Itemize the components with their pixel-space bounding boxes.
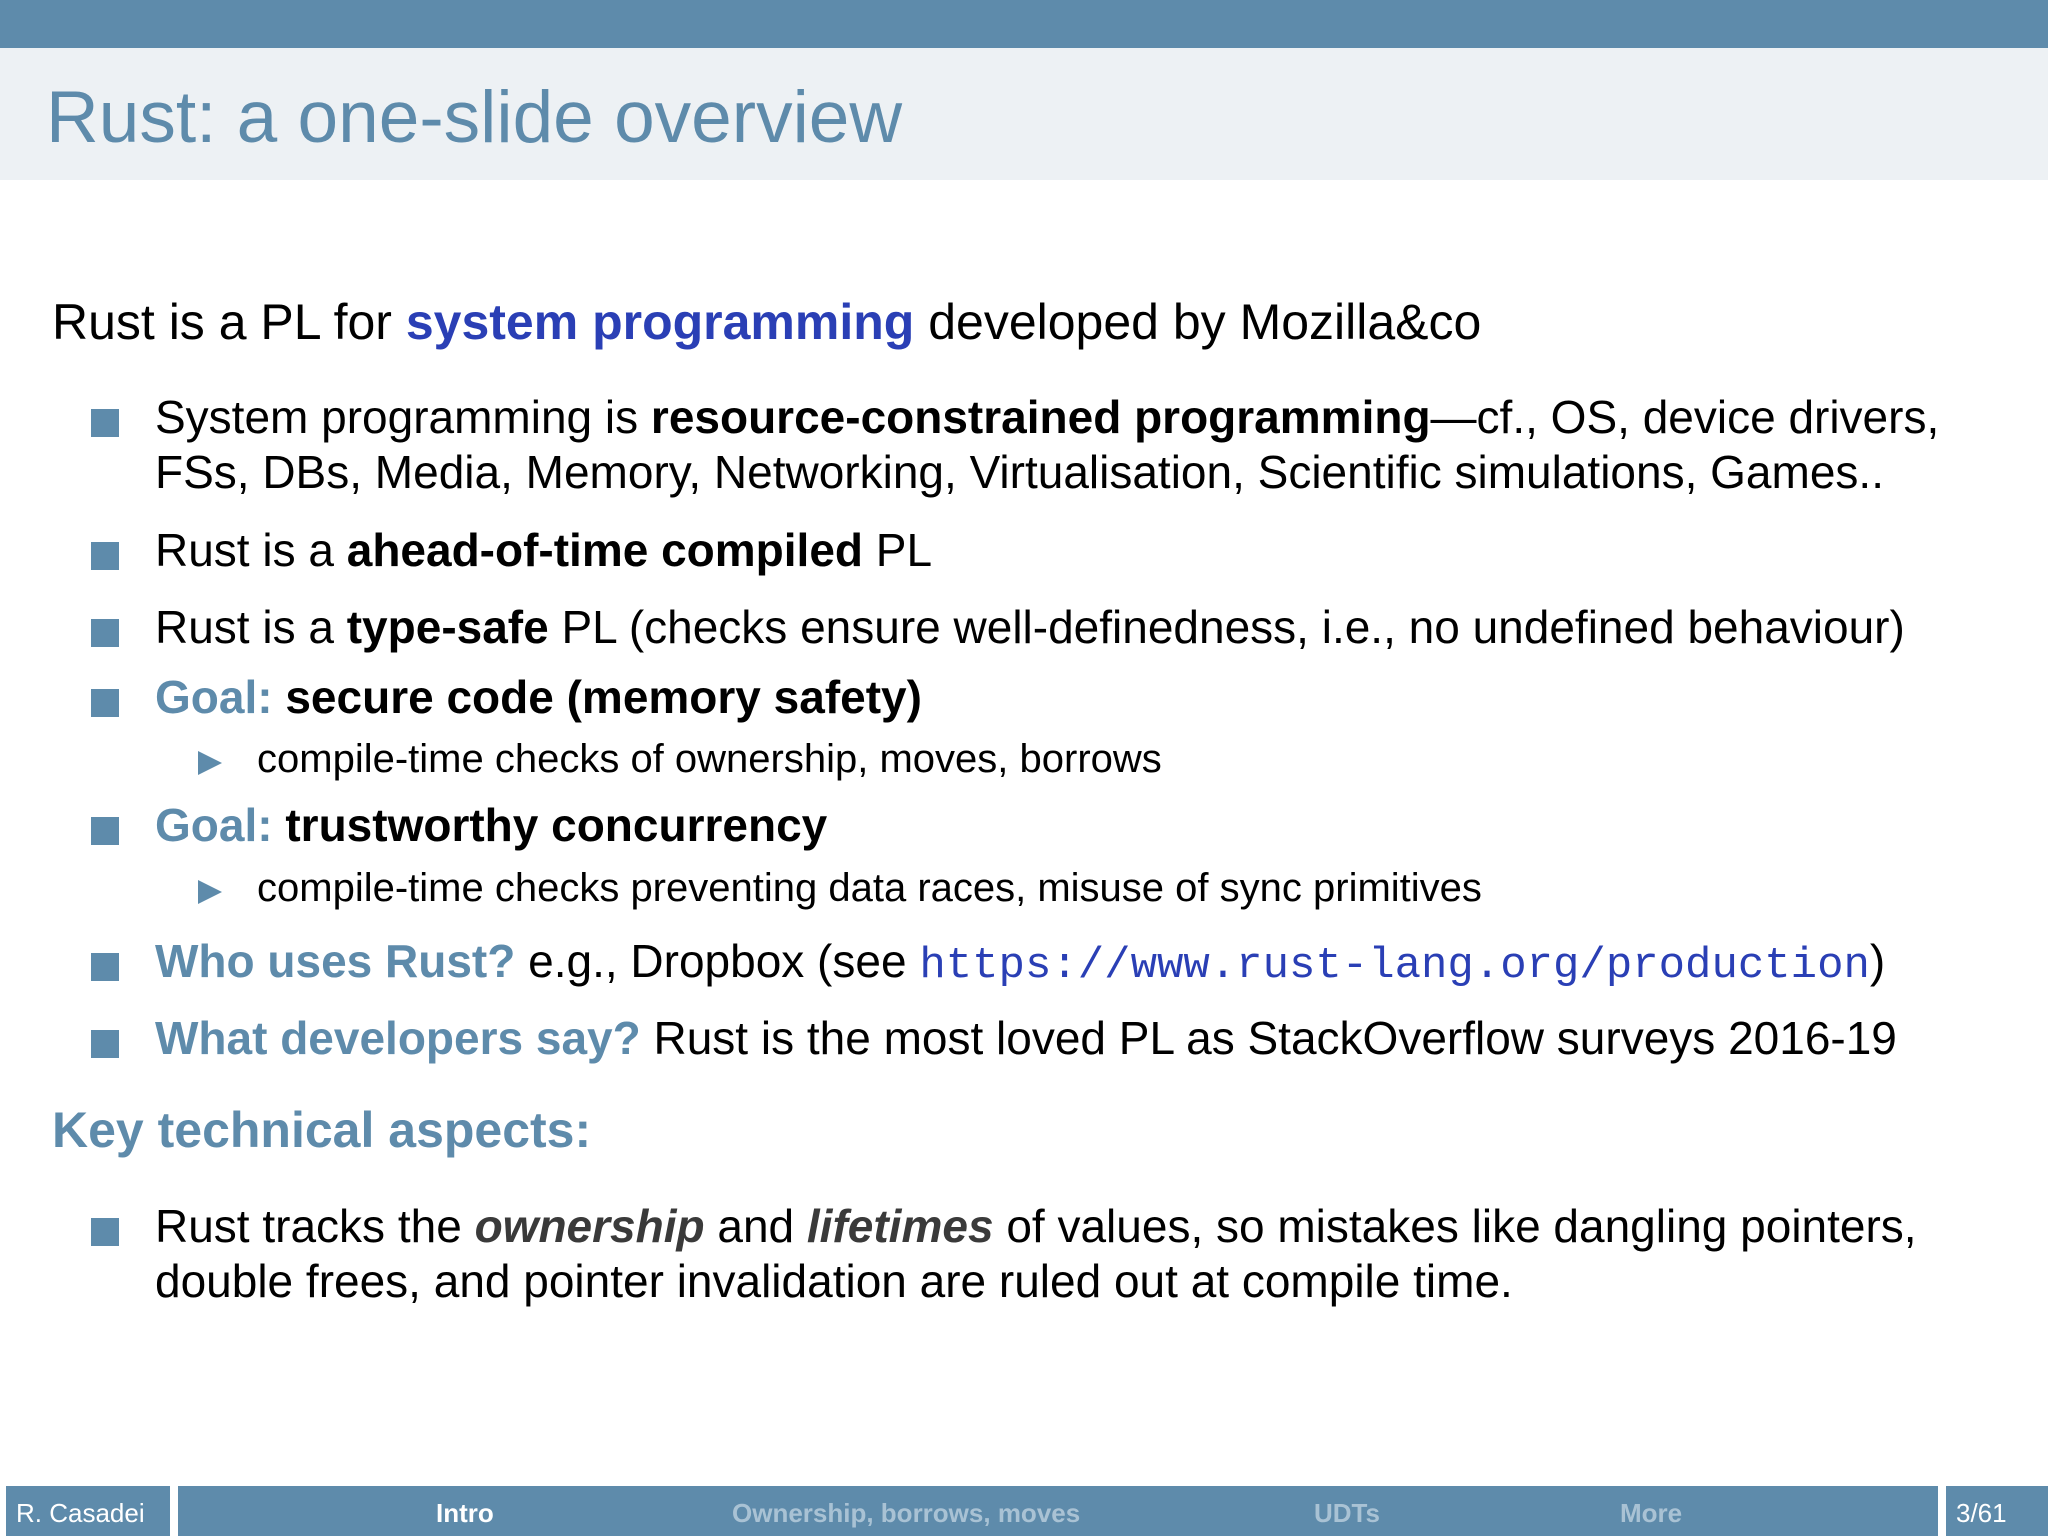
question-label: Who uses Rust? <box>155 935 516 987</box>
section-heading: Key technical aspects: <box>52 1102 592 1158</box>
item-text: FSs, DBs, Media, Memory, Networking, Virtualisation, Scientific simulations, Games.. <box>155 446 1884 498</box>
bullet-item-continuation <box>155 1254 1513 1309</box>
item-text: Rust is a <box>155 524 347 576</box>
item-text: and <box>704 1200 807 1252</box>
triangle-bullet-icon <box>198 751 222 775</box>
footer-author: R. Casadei <box>16 1498 145 1528</box>
footer-section-nav <box>178 1486 1938 1536</box>
bullet-square-icon <box>91 689 119 717</box>
bullet-item-developers-say <box>155 1011 1897 1066</box>
bullet-square-icon <box>91 953 119 981</box>
footer-bar <box>0 1484 2048 1536</box>
triangle-bullet-icon <box>198 880 222 904</box>
nav-item-intro[interactable]: Intro <box>436 1498 494 1528</box>
page-number: 3/61 <box>1956 1498 2007 1528</box>
sub-item-ownership-checks <box>257 735 1162 783</box>
intro-highlight: system programming <box>405 294 915 350</box>
item-emphasis-ownership: ownership <box>474 1200 705 1252</box>
item-text: double frees, and pointer invalidation are ruled out at compile time. <box>155 1255 1513 1307</box>
bullet-item-who-uses-rust <box>155 934 1885 993</box>
item-text: Rust tracks the <box>155 1200 475 1252</box>
production-link[interactable]: https://www.rust-lang.org/production <box>919 941 1870 991</box>
nav-item-ownership[interactable]: Ownership, borrows, moves <box>732 1498 1081 1528</box>
item-text: of values, so mistakes like dangling pointers, <box>993 1200 1917 1252</box>
bullet-square-icon <box>91 409 119 437</box>
goal-label: Goal: <box>155 799 286 851</box>
bullet-square-icon <box>91 542 119 570</box>
intro-text: Rust is a PL for <box>52 294 406 350</box>
item-text: System programming is <box>155 391 651 443</box>
slide-title: Rust: a one-slide overview <box>46 77 903 158</box>
item-text: ) <box>1869 935 1886 987</box>
bullet-item-continuation <box>155 445 1884 500</box>
bullet-item-goal-memory-safety <box>155 670 922 725</box>
item-text: e.g., Dropbox (see <box>515 935 920 987</box>
footer-page-box <box>1946 1486 2048 1536</box>
item-bold: secure code (memory safety) <box>285 671 922 723</box>
intro-text-end: developed by Mozilla&co <box>914 294 1482 350</box>
bullet-item-aot-compiled <box>155 523 932 578</box>
item-emphasis-lifetimes: lifetimes <box>806 1200 994 1252</box>
item-text: PL (checks ensure well-definedness, i.e., no undefined behaviour) <box>548 601 1905 653</box>
bullet-square-icon <box>91 619 119 647</box>
sub-item-text: compile-time checks of ownership, moves, borrows <box>257 737 1162 781</box>
intro-line <box>52 292 1481 352</box>
bullet-square-icon <box>91 817 119 845</box>
bullet-square-icon <box>91 1030 119 1058</box>
bullet-item-ownership-lifetimes <box>155 1199 1917 1254</box>
bullet-item-goal-concurrency <box>155 798 827 853</box>
sub-item-text: compile-time checks preventing data races, misuse of sync primitives <box>257 866 1482 910</box>
nav-item-more[interactable]: More <box>1620 1498 1683 1528</box>
sub-item-data-races <box>257 864 1482 912</box>
item-bold: resource-constrained programming <box>650 391 1431 443</box>
bullet-item-type-safe <box>155 600 1905 655</box>
item-text: Rust is the most loved PL as StackOverflow surveys 2016-19 <box>640 1012 1897 1064</box>
item-text: —cf., OS, device drivers, <box>1430 391 1940 443</box>
goal-label: Goal: <box>155 671 286 723</box>
item-bold: trustworthy concurrency <box>285 799 828 851</box>
nav-item-udts[interactable]: UDTs <box>1314 1498 1380 1528</box>
item-text: Rust is a <box>155 601 347 653</box>
bullet-square-icon <box>91 1218 119 1246</box>
item-bold: type-safe <box>346 601 549 653</box>
item-bold: ahead-of-time compiled <box>346 524 864 576</box>
bullet-item-system-programming <box>155 390 1939 445</box>
question-label: What developers say? <box>155 1012 641 1064</box>
item-text: PL <box>863 524 933 576</box>
footer-author-box <box>6 1486 170 1536</box>
